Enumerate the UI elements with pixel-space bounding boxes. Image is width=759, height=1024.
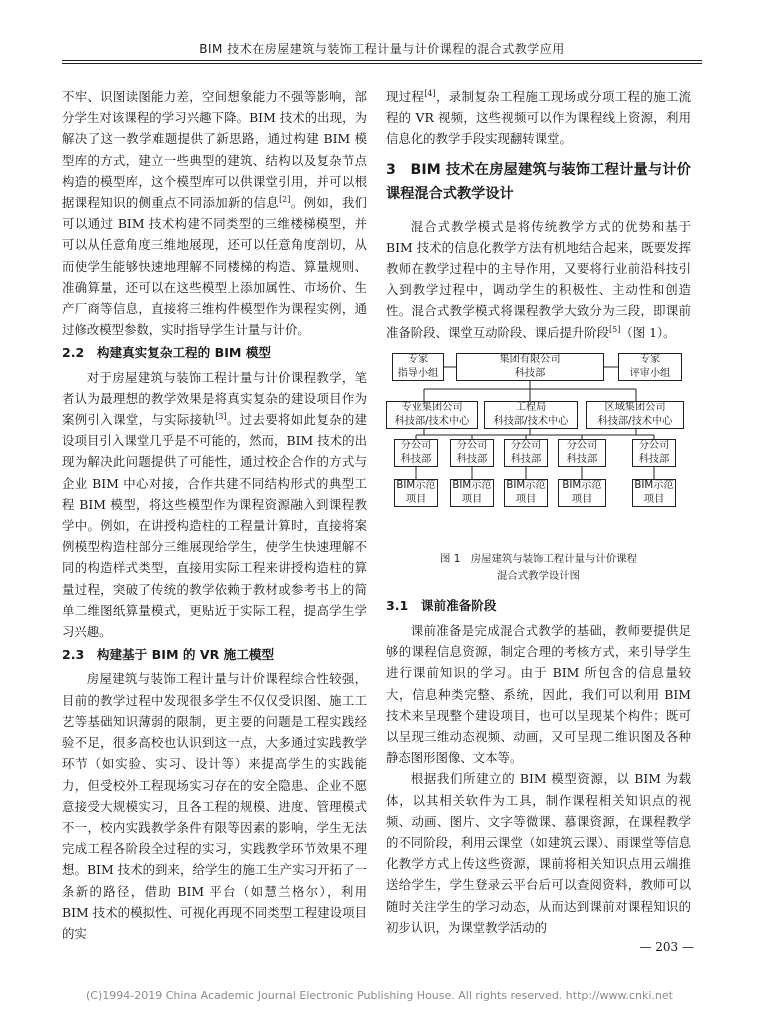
copyright-footer: (C)1994-2019 China Academic Journal Electronic Publishing House. All rights reserved. http://www.cnki.net [86,989,673,1002]
box-branch: 分公司 科技部 [450,439,494,467]
box-branch: 分公司 科技部 [632,439,676,467]
paragraph: 课前准备是完成混合式教学的基础，教师要提供足够的课程信息资源，制定合理的考核方式，来引导学生进行课前知识的学习。由于 BIM 所包含的信息量较大，信息种类完整、系统，因此，我们可以利用 BIM 技术来呈现整个建设项目，也可以呈现某个构件；既可以呈现三维动态视频、动画，又可呈现二维识图及各种静态图形图像、文本等。 [386,623,691,766]
paragraph: 根据我们所建立的 BIM 模型资源，以 BIM 为载体，以其相关软件为工具，制作课程相关知识点的视频、动画、图片、文字等微课、慕课资源，在课程教学的不同阶段，利用云课堂（如建筑云课）、雨课堂等信息化教学方式上传这些资源，课前将相关知识点用云端推送给学生，学生登录云平台后可以查阅资料，教师可以随时关注学生的学习动态，从而达到课前对课程知识的初步认识，为课堂教学活动的 [386,771,691,935]
paragraph: 房屋建筑与装饰工程计量与计价课程综合性较强，目前的教学过程中发现很多学生不仅仅受识图、施工工艺等基础知识薄弱的限制，更主要的问题是工程实践经验不足，很多高校也认识到这一点，大多通过实践教学环节（如实验、实习、设计等）来提高学生的实践能力，但受校外工程现场实习存在的安全隐患、企业不愿意接受大规模实习，且各工程的规模、进度、管理模式不一，校内实践教学条件有限等因素的影响，学生无法完成工程各阶段全过程的实习，实践教学环节效果不理想。BIM 技术的到来，给学生的施工生产实习开拓了一条新的路径，借助 BIM 平台（如慧兰格尔），利用 BIM 技术的模拟性、可视化再现不同类型工程建设项目的实 [62,671,367,941]
paragraph: 不牢、识图读图能力差，空间想象能力不强等影响，部分学生对该课程的学习兴趣下降。BIM 技术的出现，为解决了这一教学难题提供了新思路，通过构建 BIM 模型库的方式，建立一些典型的建筑、结构以及复杂节点构造的模型库，这个模型库可以供课堂引用，并可以根据课程知识的侧重点不同添加新的信息[2]。例如，我们可以通过 BIM 技术构建不同类型的三维楼梯模型，并可以从任意角度三维地展现，还可以任意角度剖切，从而使学生能够快速地理解不同楼梯的构造、算量规则、准确算量，还可以在这些模型上添加属性、市场价、生产厂商等信息，直接将三维构件模型作为课程实例，通过修改模型参数，实时指导学生计量与计价。 [62,89,368,338]
section-heading-3-1: 3.1 课前准备阶段 [386,597,497,613]
paragraph: 对于房屋建筑与装饰工程计量与计价课程教学，笔者认为最理想的教学效果是将真实复杂的建设项目作为案例引入课堂，与实际接轨[3]。过去要将如此复杂的建设项目引入课堂几乎是不可能的，然而，BIM 技术的出现为解决此问题提供了可能性，通过校企合作的方式与企业 BIM 中心对接，合作共建不同结构形式的典型工程 BIM 模型，将这些模型作为课程资源融入到课程教学中。例如，在讲授构造柱的工程量计算时，直接将案例模型构造柱部分三维展现给学生，使学生快速理解不同的构造样式类型，直接用实际工程来讲授构造柱的算量过程，突破了传统的教学依赖于教材或参考书上的简单二维图纸算量模式，更贴近于实际工程，提高学生学习兴趣。 [62,369,368,640]
box-engineering-bureau: 工程局 科技部/技术中心 [484,401,578,429]
running-header: BIM 技术在房屋建筑与装饰工程计量与计价课程的混合式教学应用 [199,42,565,56]
box-branch: 分公司 科技部 [504,439,548,467]
header-rule-top [62,60,702,61]
box-expert-review: 专家 评审小组 [618,353,682,381]
box-professional-group: 专业集团公司 科技部/技术中心 [386,401,478,429]
box-expert-guidance: 专家 指导小组 [392,353,444,381]
box-group-company: 集团有限公司 科技部 [456,353,604,381]
figure-caption: 图 1 房屋建筑与装饰工程计量与计价课程 混合式教学设计图 [440,552,637,582]
right-column [386,86,691,938]
page-number: — 203 — [639,940,694,954]
box-bim-demo-project: BIM示范 项目 [632,479,676,507]
box-bim-demo-project: BIM示范 项目 [394,479,438,507]
paragraph: 混合式教学模式是将传统教学方式的优势和基于 BIM 技术的信息化教学方法有机地结合起来，既要发挥教师在教学过程中的主导作用，又要将行业前沿科技引入到教学过程中，调动学生的积极性、主动性和创造性。混合式教学模式将课程教学大致分为三段，即课前准备阶段、课堂互动阶段、课后提升阶段[5]（图 1）。 [386,218,691,340]
box-regional-group: 区域集团公司 科技部/技术中心 [586,401,684,429]
section-heading-2-3: 2.3 构建基于 BIM 的 VR 施工模型 [62,647,275,663]
box-branch: 分公司 科技部 [558,439,606,467]
box-bim-demo-project: BIM示范 项目 [558,479,606,507]
paragraph: 现过程[4]，录制复杂工程施工现场或分项工程的施工流程的 VR 视频，这些视频可以作为课程线上资源，利用信息化的教学手段实现翻转课堂。 [386,88,692,147]
box-bim-demo-project: BIM示范 项目 [450,479,494,507]
box-branch: 分公司 科技部 [394,439,438,467]
section-heading-3: 3 BIM 技术在房屋建筑与装饰工程计量与计价课程混合式教学设计 [386,161,691,202]
box-bim-demo-project: BIM示范 项目 [504,479,548,507]
section-heading-2-2: 2.2 构建真实复杂工程的 BIM 模型 [62,345,272,361]
left-column [62,86,367,944]
figure-1-diagram [386,351,691,547]
header-rule-bottom [62,63,702,64]
